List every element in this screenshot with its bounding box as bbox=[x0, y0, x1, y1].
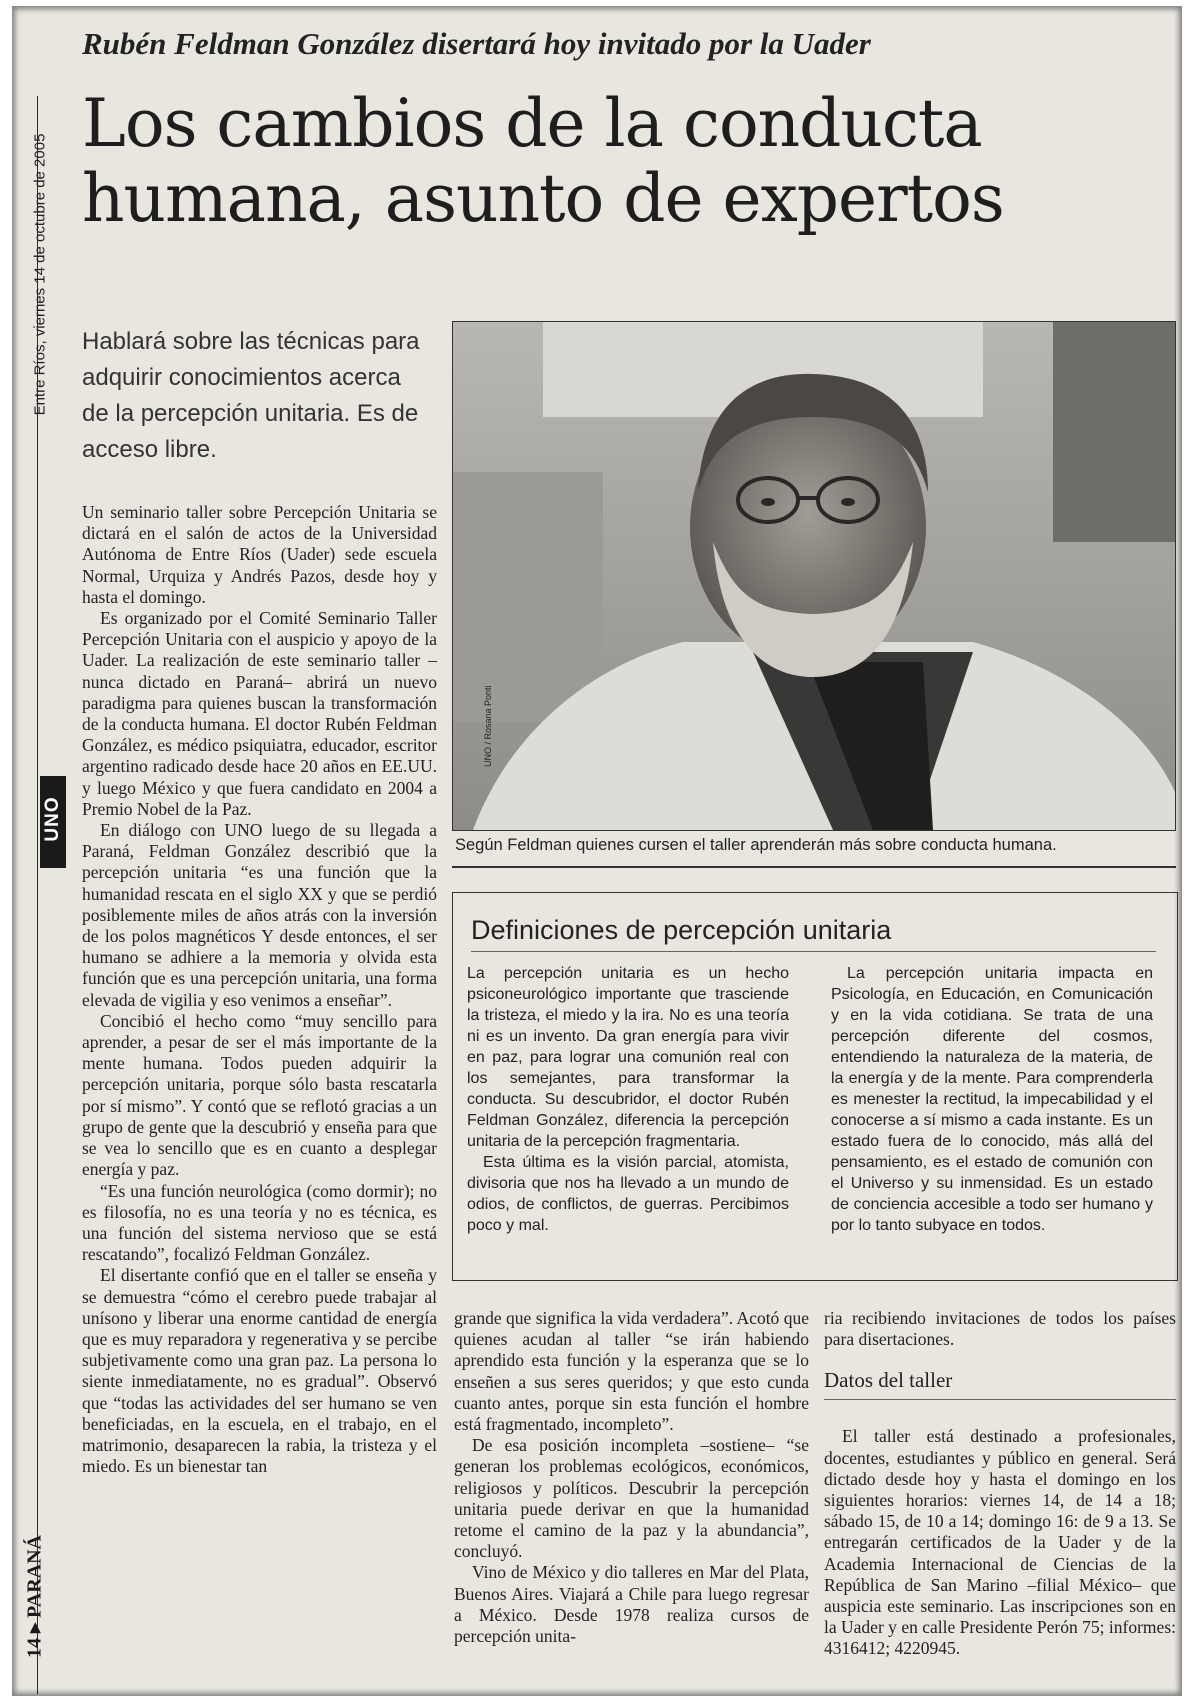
article-lead: Hablará sobre las técnicas para adquirir conocimientos acerca de la percepción unitaria. Es de acceso libre. bbox=[82, 328, 420, 463]
box-paragraph: La percepción unitaria impacta en Psicología, en Educación, en Comunicación y en la vida cotidiana. Se trata de una percepción diferente del cosmos, entendiendo la naturaleza de la materia, de la energía y de la mente. Para comprenderla es menester la rectitud, la impecabilidad y el conocerse a sí mismo a cada instante. Es un estado fuera de lo conocido, más allá del pensamiento, es el estado de comunión con el Universo y su inmensidad. Es un estado de conciencia accesible a todo ser humano y por lo tanto subyace en todos. bbox=[831, 965, 1153, 1234]
paragraph: En diálogo con UNO luego de su llegada a Paraná, Feldman González describió que la percepción unitaria “es una función que la humanidad rescata en el siglo XX y que se perdió posiblemente miles de años atrás con la inversión de los polos magnéticos Y desde entonces, el ser humano se adhiere a la memoria y olvida esta función que es una percepción unitaria, una forma elevada de vigilia y eso venimos a enseñar”. bbox=[82, 820, 437, 1010]
paragraph: El disertante confió que en el taller se enseña y se demuestra “cómo el cerebro puede trabajar al unísono y liberar una enorme cantidad de energía que es muy reparadora y regenerativa y se percibe subjetivamente como una gran paz. La persona lo siente inmediatamente, no es gradual”. Observó que “todas las actividades del ser humano se ven beneficiadas, en la escuela, en el trabajo, en el matrimonio, desaparecen la rabia, la tristeza y el miedo. Es un bienestar tan bbox=[82, 1265, 437, 1477]
headline-line-1: Los cambios de la conducta bbox=[82, 85, 982, 162]
box-paragraph: La percepción unitaria es un hecho psiconeurológico importante que trasciende la tristeza, el miedo y la ira. No es una teoría ni es un invento. Da gran energía para vivir en paz, para lograr una comunión real con los semejantes, para transformar la conducta. Su descubridor, el doctor Rubén Feldman González, diferencia la percepción unitaria de la percepción fragmentaria. bbox=[467, 965, 789, 1150]
paragraph: Es organizado por el Comité Seminario Taller Percepción Unitaria con el auspicio y apoyo de la Uader. La realización de este seminario taller –nunca dictado en Paraná– abrirá un nuevo paradigma para quienes buscan la transformación de la conducta humana. El doctor Rubén Feldman González, es médico psiquiatra, educador, escritor argentino radicado desde hace 20 años en EE.UU. y luego México y que fuera candidato en 2004 a Premio Nobel de la Paz. bbox=[82, 608, 437, 819]
edition-date: Entre Ríos, viernes 14 de octubre de 2005 bbox=[31, 133, 49, 416]
newspaper-page bbox=[12, 6, 1182, 1696]
article-column-3 bbox=[824, 1308, 1176, 1660]
paragraph: ria recibiendo invitaciones de todos los países para disertaciones. bbox=[824, 1308, 1176, 1350]
portrait-photo-image bbox=[453, 322, 1175, 830]
sidebar-heading: Datos del taller bbox=[824, 1368, 1176, 1400]
article-headline bbox=[82, 86, 1182, 236]
box-paragraph: Esta última es la visión parcial, atomista, divisoria que nos ha llevado a un mundo de odios, de conflictos, de guerras. Percibimos poco y mal. bbox=[467, 1154, 789, 1234]
box-title: Definiciones de percepción unitaria bbox=[471, 915, 892, 945]
photo-caption: Según Feldman quienes cursen el taller aprenderán más sobre conducta humana. bbox=[455, 836, 1057, 854]
headline-line-2: humana, asunto de expertos bbox=[82, 160, 1004, 238]
paragraph: Concibió el hecho como “muy sencillo para aprender, a pesar de ser el más importante de la mente humana. Todos pueden adquirir la percepción unitaria, porque sólo basta rescatarla por sí mismo”. Y contó que se reflotó gracias a un grupo de gente que la descubrió y enseña para que se vea lo sencillo que es en cuanto a desplegar energía y paz. bbox=[82, 1010, 437, 1180]
paragraph: Un seminario taller sobre Percepción Unitaria se dictará en el salón de actos de la Universidad Autónoma de Entre Ríos (Uader) sede escuela Normal, Urquiza y Andrés Pazos, desde hoy y hasta el domingo. bbox=[82, 502, 437, 607]
paragraph: Vino de México y dio talleres en Mar del Plata, Buenos Aires. Viajará a Chile para luego regresar a México. Desde 1978 realiza cursos de percepción unita- bbox=[454, 1562, 809, 1647]
newspaper-logo bbox=[40, 776, 66, 868]
box-column-2 bbox=[831, 963, 1153, 1236]
definitions-box bbox=[452, 892, 1178, 1281]
paragraph: “Es una función neurológica (como dormir); no es filosofía, no es una teoría y no es técnica, es una función del sistema nervioso que se está rescatando”, focalizó Feldman González. bbox=[82, 1180, 437, 1265]
paragraph: De esa posición incompleta –sostiene– “se generan los problemas ecológicos, económicos, religiosos y políticos. Descubrir la percepción unitaria puede derivar en que la humanidad retome el camino de la paz y la abundancia”, concluyó. bbox=[454, 1435, 809, 1562]
logo-text: UNO bbox=[42, 796, 63, 842]
page-folio: 14 ▸ PARANÁ bbox=[23, 1535, 46, 1658]
box-title-rule bbox=[471, 951, 1156, 952]
article-kicker: Rubén Feldman González disertará hoy invitado por la Uader bbox=[82, 26, 871, 61]
photo-credit: UNO / Rosana Ponti bbox=[483, 685, 493, 767]
article-column-1 bbox=[82, 502, 437, 1477]
article-column-2 bbox=[454, 1308, 809, 1647]
portrait-photo bbox=[452, 321, 1176, 831]
paragraph: grande que significa la vida verdadera”. Acotó que quienes acudan al taller “se irán habiendo aprendido esta función y la esperanza que se lo enseñen a sus seres queridos; y que esto cunda cuanto antes, porque sin esta función el hombre está fragmentado, incompleto”. bbox=[454, 1308, 809, 1435]
paragraph: El taller está destinado a profesionales, docentes, estudiantes y público en general. Será dictado desde hoy y hasta el domingo en los siguientes horarios: viernes 14, de 14 a 18; sábado 15, de 10 a 14; domingo 16: de 9 a 13. Se entregarán certificados de la Uader y de la Academia Internacional de Ciencias de la República de San Marino –filial México– que auspicia este seminario. Las inscripciones son en la Uader y en calle Presidente Perón 75; informes: 4316412; 4220945. bbox=[824, 1426, 1176, 1659]
caption-rule bbox=[452, 866, 1176, 868]
box-column-1 bbox=[467, 963, 789, 1236]
